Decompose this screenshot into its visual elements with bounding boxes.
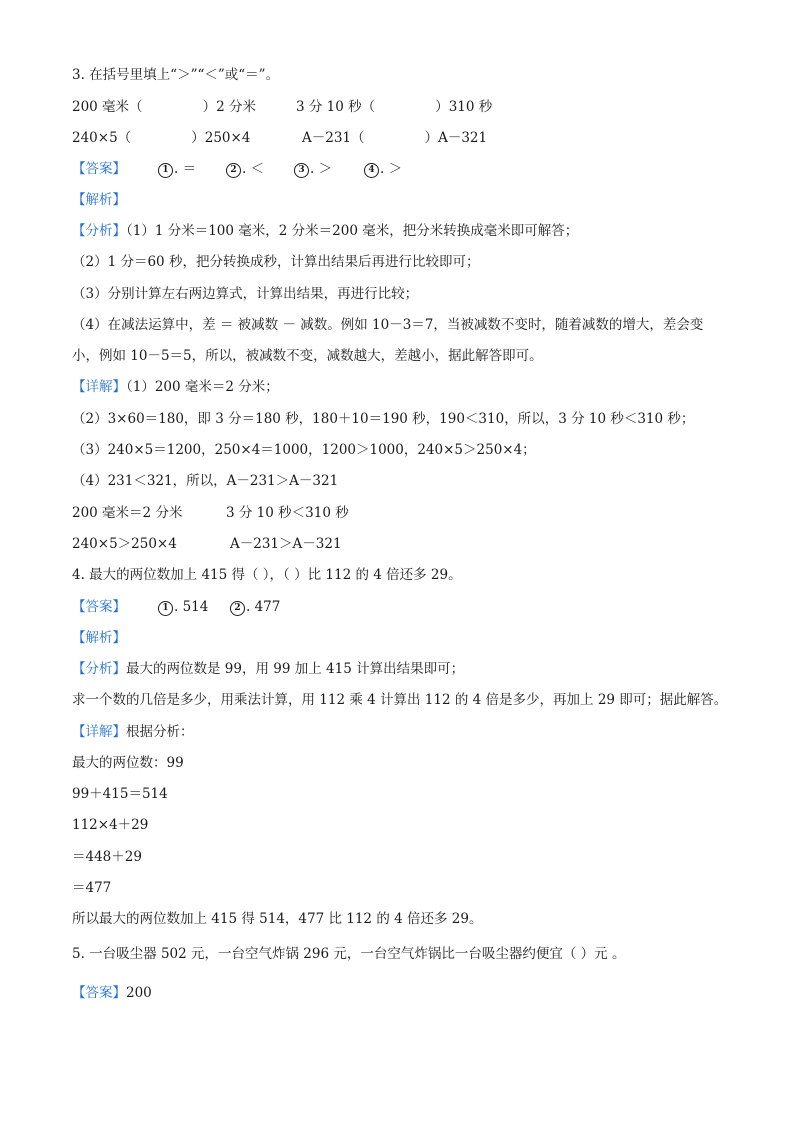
q4-calc-4: ＝448＋29 — [72, 849, 142, 865]
q5-answer: 【答案】200 — [72, 985, 152, 1001]
answer-tag: 【答案】 — [72, 599, 126, 615]
answer-item-4: 4 . ＞ — [364, 159, 402, 179]
circled-number: 4 — [364, 163, 379, 178]
q4-title: 4. 最大的两位数加上 415 得（ ），（ ）比 112 的 4 倍还多 29。 — [72, 567, 462, 583]
q3-fenxi-4b: 小，例如 10－5＝5，所以，被减数不变，减数越大，差越小，据此解答即可。 — [72, 348, 543, 364]
q3-blank-3: 240×5（ ）250×4 — [72, 130, 251, 146]
q4-fenxi-2: 求一个数的几倍是多少，用乘法计算，用 112 乘 4 计算出 112 的 4 倍是多少，再加上 29 即可；据此解答。 — [72, 692, 728, 708]
answer-item-1: 1 . ＝ — [158, 159, 196, 179]
q3-fenxi-3: （3）分别计算左右两边算式，计算出结果，再进行比较； — [72, 286, 419, 302]
circled-number: 3 — [294, 163, 309, 178]
answer-tag: 【答案】 — [72, 161, 126, 177]
q3-fenxi-4a: （4）在减法运算中，差 ＝ 被减数 － 减数。例如 10－3＝7，当被减数不变时，随着减数的增大，差会变 — [72, 317, 704, 333]
answer-item-2: 2 . 477 — [230, 597, 280, 617]
q4-conclusion: 所以最大的两位数加上 415 得 514，477 比 112 的 4 倍还多 29。 — [72, 911, 483, 927]
q3-title: 3. 在括号里填上“＞”“＜”或“＝”。 — [72, 67, 280, 83]
q3-detail-3: （3）240×5＝1200，250×4＝1000，1200＞1000，240×5＞250×4； — [72, 442, 536, 458]
circled-number: 2 — [226, 163, 241, 178]
q3-detail-4: （4）231＜321，所以，A－231＞A－321 — [72, 473, 339, 489]
analysis-tag: 【解析】 — [72, 192, 126, 208]
q4-calc-2: 99＋415＝514 — [72, 786, 168, 802]
answer-item-2: 2 . ＜ — [226, 159, 264, 179]
q3-blank-1: 200 毫米（ ）2 分米 — [72, 99, 257, 115]
q4-calc-3: 112×4＋29 — [72, 817, 149, 833]
q3-detail-1: 【详解】（1）200 毫米＝2 分米； — [72, 379, 279, 395]
q4-fenxi-1: 【分析】最大的两位数是 99，用 99 加上 415 计算出结果即可； — [72, 661, 465, 677]
q3-detail-2: （2）3×60＝180，即 3 分＝180 秒，180＋10＝190 秒，190＜310，所以，3 分 10 秒＜310 秒； — [72, 411, 695, 427]
analysis-tag: 【解析】 — [72, 630, 126, 646]
circled-number: 2 — [230, 601, 245, 616]
q4-detail-intro: 【详解】根据分析： — [72, 724, 194, 740]
q3-fenxi-2: （2）1 分＝60 秒，把分转换成秒，计算出结果后再进行比较即可； — [72, 254, 480, 270]
circled-number: 1 — [158, 163, 173, 178]
q3-blank-4: A－231（ ）A－321 — [302, 130, 488, 146]
q4-calc-1: 最大的两位数：99 — [72, 755, 184, 771]
q3-fenxi-1: 【分析】（1）1 分米＝100 毫米，2 分米＝200 毫米，把分米转换成毫米即可解答； — [72, 223, 579, 239]
q5-title: 5. 一台吸尘器 502 元，一台空气炸锅 296 元，一台空气炸锅比一台吸尘器约便宜（ ）元 。 — [72, 946, 626, 962]
answer-item-3: 3 . ＞ — [294, 159, 332, 179]
circled-number: 1 — [158, 601, 173, 616]
document-page: 3. 在括号里填上“＞”“＜”或“＝”。 200 毫米（ ）2 分米 3 分 10 秒（ ）310 秒 240×5（ ）250×4 A－231（ ）A－321 【答案】 1 . ＝ 2 . ＜ 3 . ＞ 4 . ＞ 【解析】 【分析】（1）1 分米＝100 毫米，2 分米＝200 毫米，把分米转换成毫米即可解答； （2）1 分＝60 秒，把分转换成秒，计算出结果后再进行比较即可； （3）分别计算左右两边算式，计算出结果，再进行比较； （4）在减法运算中，差 ＝ 被减数 － 减数。例如 10－3＝7，当被减数不变时，随着减数的增大，差会变 小，例如 10－5＝5，所以，被减数不变，减数越大，差越小，据此解答即可。 【详解】（1）200 毫米＝2 分米； （2）3×60＝180，即 3 分＝180 秒，180＋10＝190 秒，190＜310，所以，3 分 10 秒＜310 秒； （3）240×5＝1200，250×4＝1000，1200＞1000，240×5＞250×4； （4）231＜321，所以，A－231＞A－321 200 毫米＝2 分米 3 分 10 秒＜310 秒 240×5＞250×4 A－231＞A－321 4. 最大的两位数加上 415 得（ ），（ ）比 112 的 4 倍还多 29。 【答案】 1 . 514 2 . 477 【解析】 【分析】最大的两位数是 99，用 99 加上 415 计算出结果即可； 求一个数的几倍是多少，用乘法计算，用 112 乘 4 计算出 112 的 4 倍是多少，再加上 29 即可；据此解答。 【详解】根据分析： 最大的两位数：99 99＋415＝514 112×4＋29 ＝448＋29 ＝477 所以最大的两位数加上 415 得 514，477 比 112 的 4 倍还多 29。 5. 一台吸尘器 502 元，一台空气炸锅 296 元，一台空气炸锅比一台吸尘器约便宜（ ）元 。 【答案】200 — [0, 0, 794, 1123]
answer-item-1: 1 . 514 — [158, 597, 208, 617]
answer-tag: 【答案】 — [72, 985, 126, 1001]
q3-blank-2: 3 分 10 秒（ ）310 秒 — [296, 99, 493, 115]
q4-calc-5: ＝477 — [72, 880, 112, 896]
